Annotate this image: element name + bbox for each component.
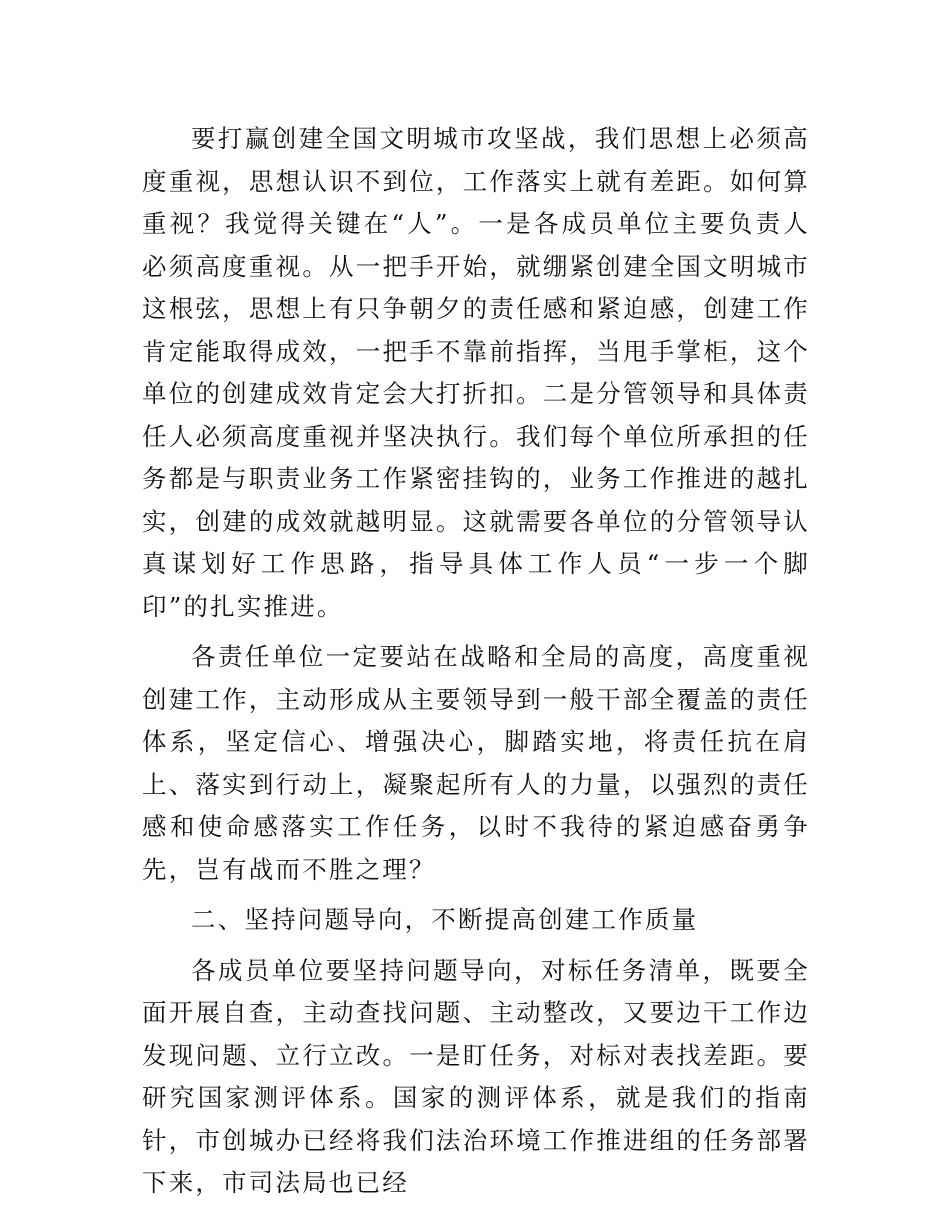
paragraph-problem-orientation: 各成员单位要坚持问题导向，对标任务清单，既要全面开展自查，主动查找问题、主动整改，又要边干工作边发现问题、立行立改。一是盯任务，对标对表找差距。要研究国家测评体系。国家的测评体系，就是我们的指南针，市创城办已经将我们法治环境工作推进组的任务部署下来，市司法局也已经 (142, 955, 810, 1197)
section-heading: 二、坚持问题导向，不断提高创建工作质量 (191, 905, 699, 934)
paragraph-importance: 要打赢创建全国文明城市攻坚战，我们思想上必须高度重视，思想认识不到位，工作落实上就有差距。如何算重视？我觉得关键在“人”。一是各成员单位主要负责人必须高度重视。从一把手开始，就绷紧创建全国文明城市这根弦，思想上有只争朝夕的责任感和紧迫感，创建工作肯定能取得成效，一把手不靠前指挥，当甩手掌柜，这个单位的创建成效肯定会大打折扣。二是分管领导和具体责任人必须高度重视并坚决执行。我们每个单位所承担的任务都是与职责业务工作紧密挂钩的，业务工作推进的越扎实，创建的成效就越明显。这就需要各单位的分管领导认真谋划好工作思路，指导具体工作人员“一步一个脚印”的扎实推进。 (142, 124, 810, 621)
document-body (142, 118, 810, 1213)
paragraph-responsibility: 各责任单位一定要站在战略和全局的高度，高度重视创建工作，主动形成从主要领导到一般干部全覆盖的责任体系，坚定信心、增强决心，脚踏实地，将责任抗在肩上、落实到行动上，凝聚起所有人的力量，以强烈的责任感和使命感落实工作任务，以时不我待的紧迫感奋勇争先，岂有战而不胜之理？ (142, 642, 810, 884)
